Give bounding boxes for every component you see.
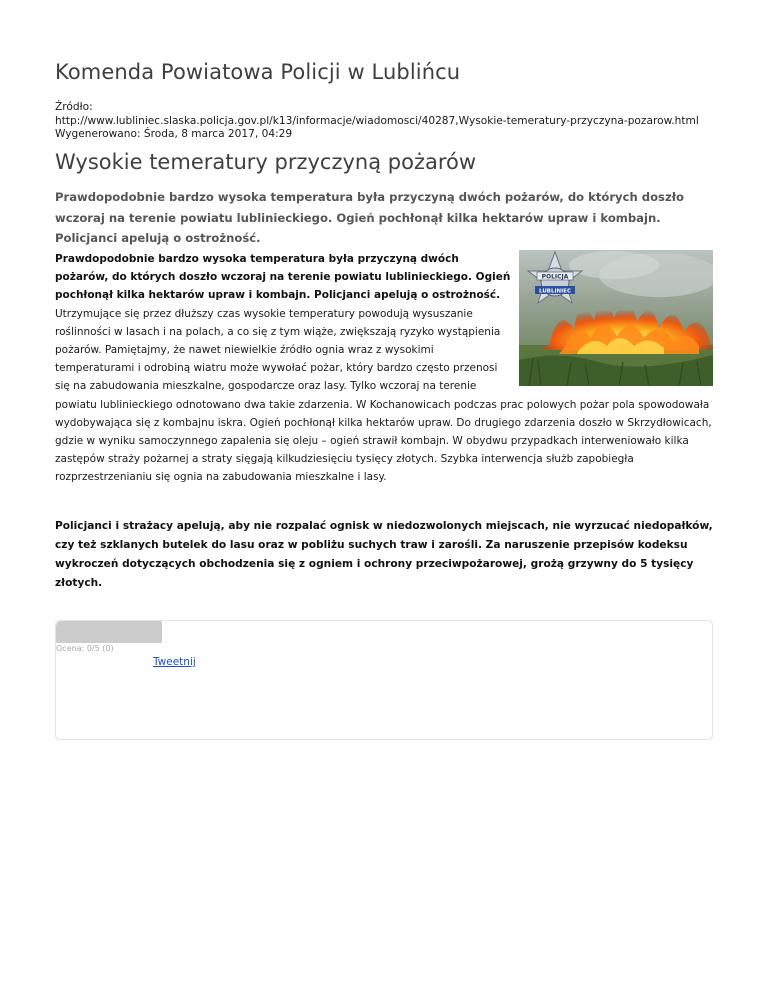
article-body — [55, 250, 713, 487]
rating-stars-bar[interactable] — [56, 621, 162, 643]
source-label: Źródło: — [55, 101, 93, 113]
svg-text:POLICJA: POLICJA — [541, 273, 569, 281]
generated-date: Wygenerowano: Środa, 8 marca 2017, 04:29 — [55, 128, 293, 140]
document-meta — [55, 101, 699, 142]
article-photo — [519, 250, 713, 386]
rating-box — [55, 620, 713, 740]
article-closing: Policjanci i strażacy apelują, aby nie rozpalać ognisk w niedozwolonych miejscach, nie wyrzucać niedopałków, czy też szklanych butelek do lasu oraz w pobliżu suchych traw i zarośli. Za naruszenie przepisów kodeksu wykroczeń dotyczących obchodzenia się z ogniem i ochrony przeciwpożarowej, grożą grzywny do 5 tysięcy złotych. — [55, 520, 713, 589]
article-body-rest: Utrzymujące się przez dłuższy czas wysokie temperatury powodują wysuszanie roślinności w lasach i na polach, a co się z tym wiąże, zwiększają ryzyko wystąpienia pożarów. Pamiętajmy, że nawet niewielkie źródło ognia wraz z wysokimi temperaturami i odrobiną wiatru może wywołać pożar, który bardzo często przenosi się na zabudowania mieszkalne, gospodarcze oraz lasy. Tylko wczoraj na terenie powiatu lublinieckiego odnotowano dwa takie zdarzenia. W Kochanowicach podczas prac polowych pożar pola spowodowała wydobywająca się z kombajnu iskra. Ogień pochłonął kilka hektarów upraw. Do drugiego zdarzenia doszło w Skrzydłowicach, gdzie w wyniku samoczynnego zapalenia się oleju – ogień strawił kombajn. W obydwu przypadkach interweniowało kilka zastępów straży pożarnej a straty sięgają kilkudziesięciu tysięcy złotych. Szybka interwencja służb zapobiegła rozprzestrzenianiu się ognia na zabudowania mieszkalne i lasy. — [55, 307, 712, 484]
article-body-bold: Prawdopodobnie bardzo wysoka temperatura była przyczyną dwóch pożarów, do których doszło wczoraj na terenie powiatu lublinieckiego. Ogień pochłonął kilka hektarów upraw i kombajn. Policjanci apelują o ostrożność. — [55, 253, 511, 302]
article-title: Wysokie temeratury przyczyną pożarów — [55, 150, 477, 174]
site-title: Komenda Powiatowa Policji w Lublińcu — [55, 60, 461, 84]
rating-label: Ocena: 0/5 (0) — [56, 644, 114, 653]
source-url: http://www.lubliniec.slaska.policja.gov.pl/k13/informacje/wiadomosci/40287,Wysokie-temeratury-przyczyna-pozarow.html — [55, 114, 699, 127]
svg-text:LUBLINIEC: LUBLINIEC — [539, 288, 571, 295]
article-lead: Prawdopodobnie bardzo wysoka temperatura była przyczyną dwóch pożarów, do których doszło wczoraj na terenie powiatu lublinieckiego. Ogień pochłonął kilka hektarów upraw i kombajn. Policjanci apelują o ostrożność. — [55, 190, 684, 245]
tweet-link[interactable]: Tweetnij — [153, 656, 196, 668]
